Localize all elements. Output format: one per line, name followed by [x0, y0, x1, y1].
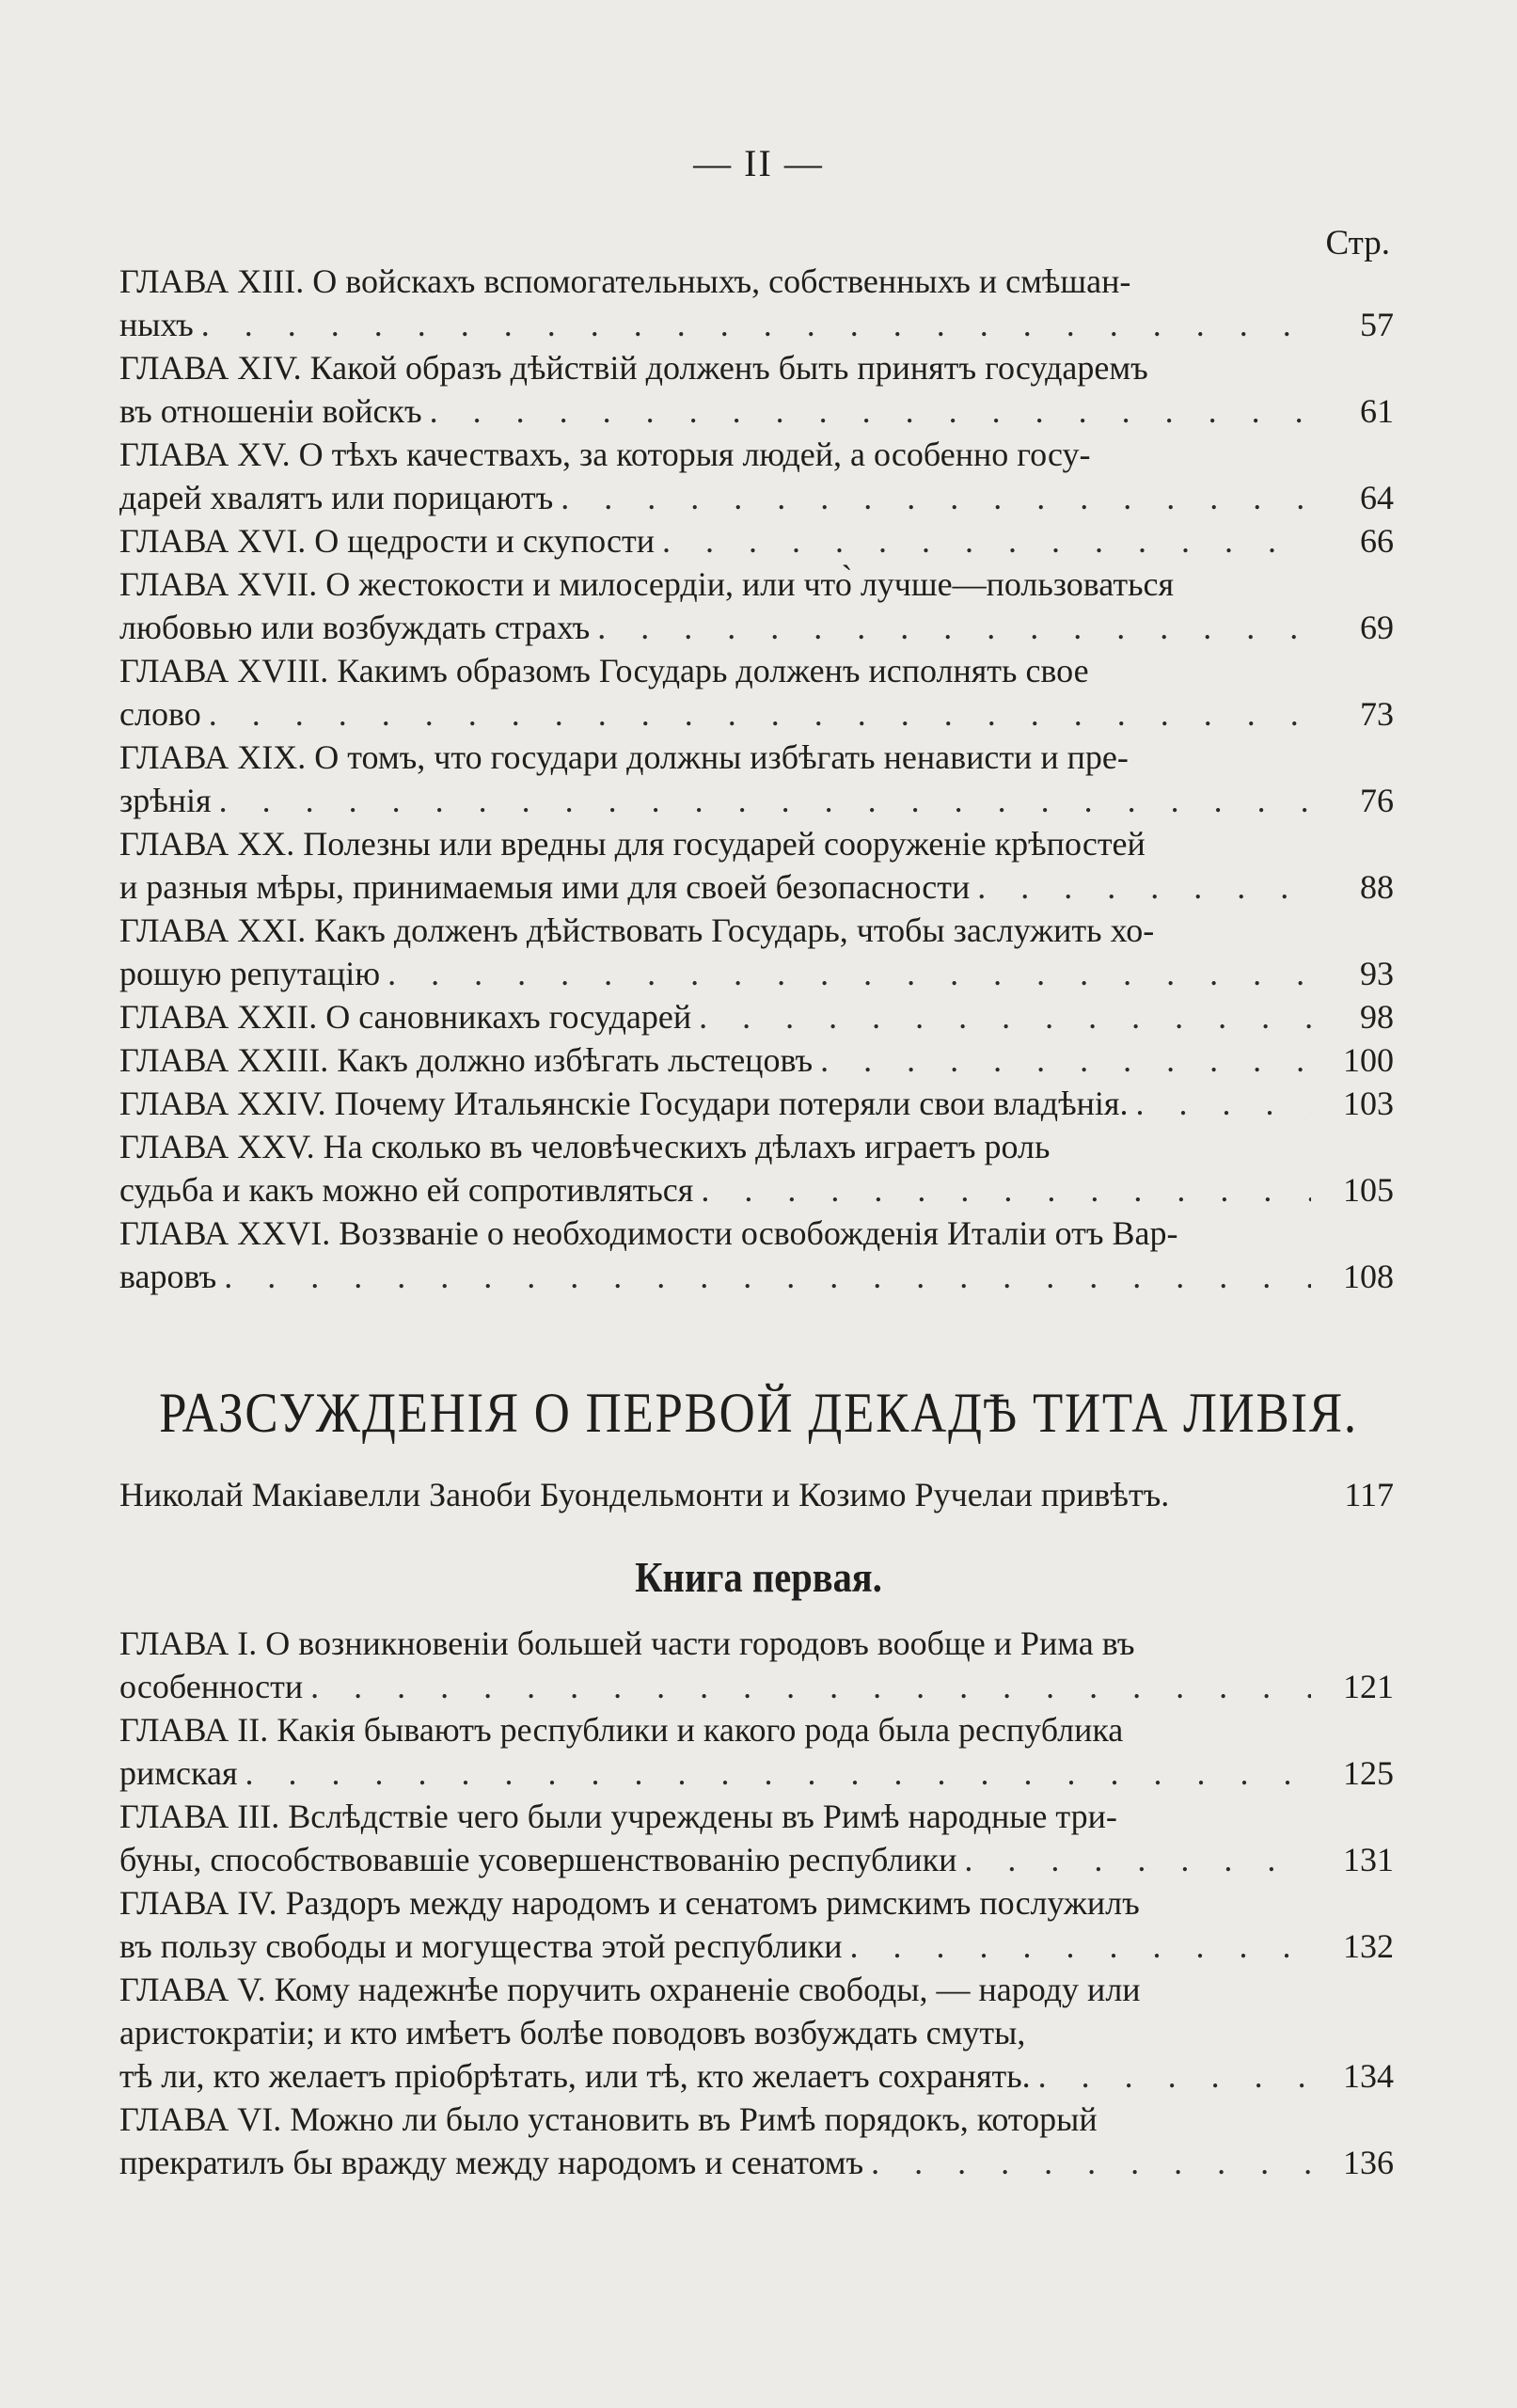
toc-page-number: 108 [1343, 1258, 1394, 1295]
book-title: Книга первая. [635, 1553, 882, 1601]
toc-entry-line: въ пользу свободы и могущества этой республики [119, 1927, 843, 1965]
toc-entry [119, 1038, 1394, 1082]
toc-entry-line: ГЛАВА III. Вслѣдствіе чего были учреждены въ Римѣ народные три- [119, 1798, 1117, 1835]
toc-entry-line: тѣ ли, кто желаетъ пріобрѣтать, или тѣ, кто желаетъ сохранять. [119, 2057, 1031, 2095]
toc-entry-line: ГЛАВА II. Какія бываютъ республики и какого рода была республика [119, 1711, 1124, 1749]
dot-leader [1135, 1082, 1311, 1125]
toc-entry-line: буны, способствовавшіе усовершенствованію республики [119, 1841, 957, 1878]
toc-page-number: 136 [1343, 2144, 1394, 2181]
page-column-label: Стр. [1325, 224, 1390, 262]
toc-entry-line: ГЛАВА XXI. Какъ долженъ дѣйствовать Государь, чтобы заслужить хо- [119, 911, 1155, 949]
dedication-text: Николай Макіавелли Заноби Буондельмонти и Козимо Ручелаи привѣтъ. [119, 1476, 1170, 1513]
toc-entry-line: судьба и какъ можно ей сопротивляться [119, 1171, 694, 1209]
toc-entry [119, 1212, 1394, 1298]
toc-entry-line: рошую репутацію [119, 955, 381, 992]
toc-entry-line: слово [119, 695, 201, 733]
toc-entry [119, 260, 1394, 346]
toc-page-number: 69 [1360, 609, 1394, 646]
toc-entry-line: любовью или возбуждать страхъ [119, 609, 591, 646]
toc-entry-line: римская [119, 1754, 238, 1792]
toc-page-number: 100 [1343, 1041, 1394, 1079]
toc-entry-line: аристократіи; и кто имѣетъ болѣе поводовъ возбуждать смуты, [119, 2014, 1026, 2052]
dot-leader [1038, 2054, 1311, 2098]
toc-entry-line: ГЛАВА XXIV. Почему Итальянскіе Государи потеряли свои владѣнія. [119, 1085, 1129, 1122]
toc-entry-line: ГЛАВА XXV. На сколько въ человѣческихъ дѣлахъ играетъ роль [119, 1128, 1051, 1165]
dot-leader [662, 519, 1311, 562]
toc-entry [119, 519, 1394, 562]
toc-entry-line: ГЛАВА I. О возникновеніи большей части городовъ вообще и Рима въ [119, 1624, 1135, 1662]
toc-page-number: 73 [1360, 695, 1394, 733]
toc-entry-line: дарей хвалятъ или порицаютъ [119, 479, 554, 516]
toc-entry-line: ныхъ [119, 306, 194, 343]
toc-entry-line: и разныя мѣры, принимаемыя ими для своей безопасности [119, 868, 971, 906]
dot-leader [850, 1925, 1311, 1968]
toc-page-number: 134 [1343, 2057, 1394, 2095]
dot-leader [387, 952, 1311, 995]
toc-page-number: 132 [1343, 1927, 1394, 1965]
toc-page-number: 125 [1343, 1754, 1394, 1792]
toc-entry [119, 433, 1394, 519]
toc-entry [119, 1082, 1394, 1125]
toc-part2 [119, 1622, 1394, 2184]
page-number: — II — [693, 142, 824, 184]
toc-entry-line: ГЛАВА XIX. О томъ, что государи должны избѣгать ненависти и пре- [119, 738, 1129, 776]
toc-entry-line: ГЛАВА IV. Раздоръ между народомъ и сенатомъ римскимъ послужилъ [119, 1884, 1140, 1922]
toc-entry-line: варовъ [119, 1258, 217, 1295]
toc-entry [119, 1708, 1394, 1795]
toc-page-number: 76 [1360, 782, 1394, 819]
toc-page-number: 88 [1360, 868, 1394, 906]
toc-entry-line: ГЛАВА XIV. Какой образъ дѣйствій долженъ быть принятъ государемъ [119, 349, 1148, 387]
toc-entry-line: ГЛАВА XVII. О жестокости и милосердіи, или что̀ лучше—пользоваться [119, 565, 1175, 603]
toc-entry [119, 562, 1394, 649]
toc-page-number: 121 [1343, 1668, 1394, 1705]
toc-entry [119, 346, 1394, 433]
toc-part1 [119, 260, 1394, 1298]
toc-entry-line: ГЛАВА XVIII. Какимъ образомъ Государь долженъ исполнять свое [119, 652, 1089, 689]
toc-entry-line: ГЛАВА V. Кому надежнѣе поручить охраненіе свободы, — народу или [119, 1971, 1141, 2008]
dot-leader [964, 1838, 1311, 1881]
dedication-entry [119, 1475, 1394, 1514]
dot-leader [430, 389, 1311, 433]
toc-page-number: 98 [1360, 998, 1394, 1036]
dot-leader [209, 692, 1311, 736]
toc-entry-line: ГЛАВА XV. О тѣхъ качествахъ, за которыя людей, а особенно госу- [119, 436, 1091, 473]
dot-leader [219, 779, 1311, 822]
toc-entry-line: ГЛАВА VI. Можно ли было установить въ Римѣ порядокъ, который [119, 2100, 1098, 2138]
dot-leader [245, 1751, 1311, 1795]
toc-page-number: 61 [1360, 392, 1394, 430]
toc-entry-line: ГЛАВА XX. Полезны или вредны для государей сооруженіе крѣпостей [119, 825, 1146, 863]
toc-page-number: 131 [1343, 1841, 1394, 1878]
toc-entry-line: ГЛАВА XXII. О сановникахъ государей [119, 998, 692, 1036]
dot-leader [701, 1168, 1311, 1212]
section-title: РАЗСУЖДЕНІЯ О ПЕРВОЙ ДЕКАДѢ ТИТА ЛИВІЯ. [159, 1382, 1358, 1444]
toc-entry [119, 822, 1394, 909]
toc-entry [119, 2098, 1394, 2184]
toc-page-number: 57 [1360, 306, 1394, 343]
toc-entry-line: ГЛАВА XVI. О щедрости и скупости [119, 522, 656, 560]
dot-leader [871, 2141, 1311, 2184]
toc-entry-line: ГЛАВА XXIII. Какъ должно избѣгать льстецовъ [119, 1041, 814, 1079]
dot-leader [561, 476, 1311, 519]
toc-entry [119, 1968, 1394, 2098]
toc-entry [119, 649, 1394, 736]
toc-entry [119, 1795, 1394, 1881]
dot-leader [699, 995, 1311, 1038]
dot-leader [224, 1255, 1311, 1298]
toc-entry [119, 909, 1394, 995]
toc-entry-line: зрѣнія [119, 782, 212, 819]
toc-entry [119, 1125, 1394, 1212]
toc-entry [119, 736, 1394, 822]
toc-entry-line: ГЛАВА XXVI. Воззваніе о необходимости освобожденія Италіи отъ Вар- [119, 1214, 1178, 1252]
toc-page-number: 64 [1360, 479, 1394, 516]
dot-leader [201, 303, 1311, 346]
toc-entry [119, 1622, 1394, 1708]
toc-page-number: 93 [1360, 955, 1394, 992]
toc-entry-line: особенности [119, 1668, 304, 1705]
dedication-page: 117 [1344, 1476, 1394, 1513]
toc-entry-line: въ отношеніи войскъ [119, 392, 422, 430]
dot-leader [820, 1038, 1311, 1082]
toc-entry [119, 995, 1394, 1038]
dot-leader [597, 606, 1311, 649]
toc-page-number: 103 [1343, 1085, 1394, 1122]
toc-entry-line: прекратилъ бы вражду между народомъ и сенатомъ [119, 2144, 864, 2181]
dot-leader [977, 865, 1311, 909]
toc-page-number: 66 [1360, 522, 1394, 560]
toc-entry-line: ГЛАВА XIII. О войскахъ вспомогательныхъ, собственныхъ и смѣшан- [119, 262, 1131, 300]
dot-leader [310, 1665, 1311, 1708]
toc-entry [119, 1881, 1394, 1968]
toc-page-number: 105 [1343, 1171, 1394, 1209]
